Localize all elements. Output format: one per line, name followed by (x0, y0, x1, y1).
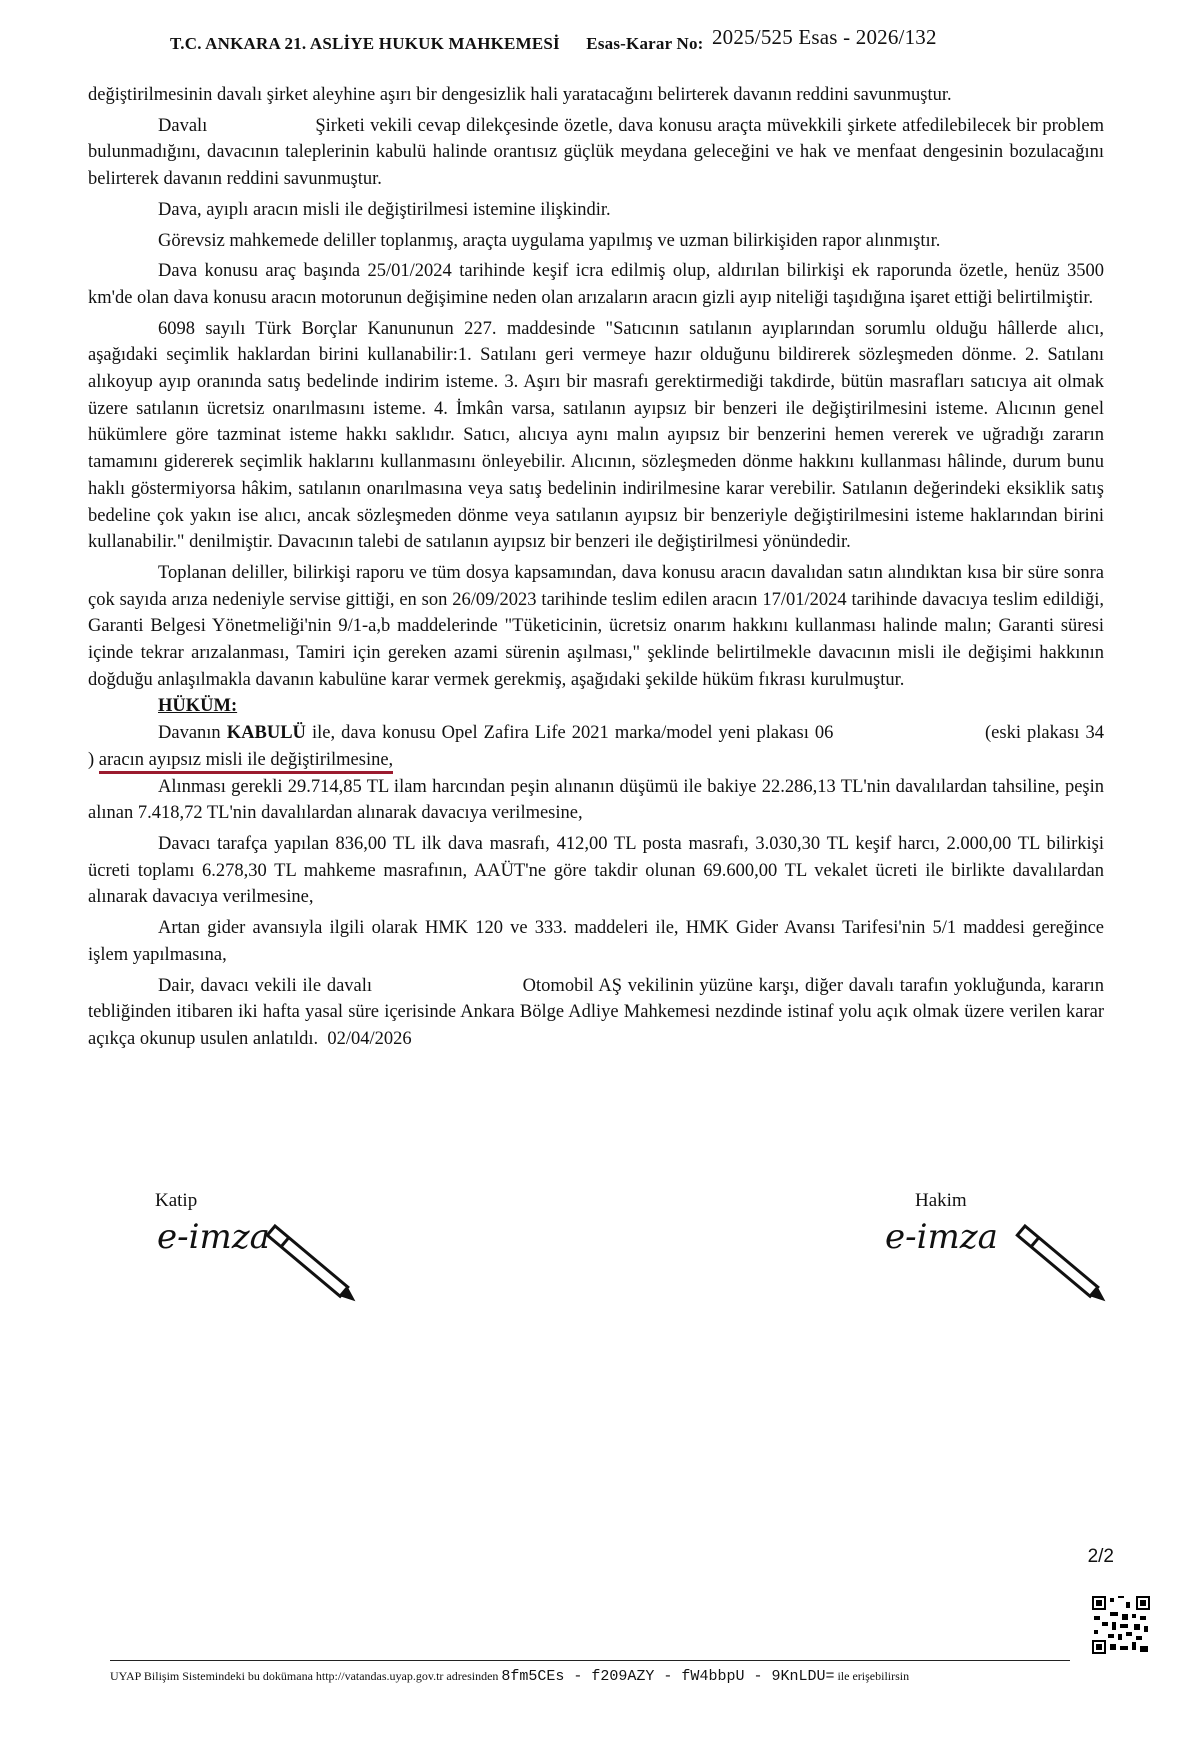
document-header (170, 25, 1070, 55)
court-name: T.C. ANKARA 21. ASLİYE HUKUK MAHKEMESİ (170, 34, 560, 53)
esas-karar-value: 2025/525 Esas - 2026/132 (711, 25, 937, 49)
verification-code: 8fm5CEs - f209AZY - fW4bbpU - 9KnLDU= (501, 1668, 835, 1685)
underlined-decision: aracın ayıpsız misli ile değiştirilmesine, (99, 750, 393, 774)
document-body (88, 82, 1165, 1053)
paragraph: 6098 sayılı Türk Borçlar Kanununun 227. maddesinde "Satıcının satılanın ayıplarından sorumlu olduğu hâllerde alıcı, aşağıdaki seçimlik haklardan birini kullanabilir:1. Satılanı geri vermeye hazır olduğunu bildirerek sözleşmeden dönme. 2. Satılanı alıkoyup ayıp oranında satış bedelinde indirim isteme. 3. Aşırı bir masrafı gerektirmediği takdirde, bütün masrafları satıcıya ait olmak üzere satılanın ücretsiz onarılmasını isteme. 4. İmkân varsa, satılanın ayıpsız bir benzeri ile değiştirilmesini isteme. Alıcının genel hükümlere göre tazminat isteme hakkı saklıdır. Satıcı, alıcıya aynı malın ayıpsız bir benzerini hemen vererek ve uğradığı zararın tamamını gidererek seçimlik haklarını kullanmasını önleyebilir. Alıcının, sözleşmeden dönme hakkını kullanması hâlinde, durum bunu haklı göstermiyorsa hâkim, satılanın onarılmasına veya satış bedelinin indirilmesine karar verebilir. Satılanın değerindeki eksiklik satış bedeline çok yakın ise alıcı, ancak sözleşmeden dönme veya satılanın ayıpsız bir benzeriyle değiştirilmesini isteme haklarından birini kullanabilir." denilmiştir. Davacının talebi de satılanın ayıpsız bir benzeri ile değiştirilmesi yönündedir. (88, 318, 1104, 553)
hukum-item-5: Dair, davacı vekili ile davalı Otomobil AŞ vekilinin yüzüne karşı, diğer davalı tarafın yokluğunda, kararın tebliğinden itibaren iki hafta yasal süre içerisinde Ankara Bölge Adliye Mahkemesi nezdinde istinaf yolu açık olmak üzere verilen karar açıkça okunup usulen anlatıldı. 02/04/2026 (88, 975, 1109, 1049)
paragraph: Toplanan deliller, bilirkişi raporu ve tüm dosya kapsamından, dava konusu aracın davalıdan satın alındıktan kısa bir süre sonra çok sayıda arıza nedeniyle servise gittiği, en son 26/09/2023 tarihinde teslim edilen aracın 17/01/2024 tarihinde davacıya teslim edildiği, Garanti Belgesi Yönetmeliği'nin 9/1-a,b maddelerinde "Tüketicinin, ücretsiz onarım hakkını kullanması halinde malın; Garanti süresi içinde tekrar arızalanması, Tamiri için gereken azami sürenin aşılması," şeklinde belirtilmekle davacının misli ile değişimi hakkının doğduğu anlaşılmakla davanın kabulüne karar vermek gerekmiş, aşağıdaki şekilde hüküm fıkrası kurulmuştur. (88, 562, 1104, 690)
katip-signature (155, 1190, 365, 1306)
hukum-item-1 (88, 720, 1165, 773)
pen-icon (885, 1216, 1125, 1306)
esas-karar-label: Esas-Karar No: (586, 34, 704, 53)
signature-text: e-imza (157, 1217, 270, 1257)
footer-prefix: UYAP Bilişim Sistemindeki bu dokümana http://vatandas.uyap.gov.tr adresinden (110, 1669, 499, 1683)
paragraph: Dava konusu araç başında 25/01/2024 tarihinde keşif icra edilmiş olup, aldırılan bilirkişi ek raporunda özetle, henüz 3500 km'de olan dava konusu aracın motorunun değişimine neden olan arızaların aracın gizli ayıp niteliği taşıdığına işaret ettiği belirtilmiştir. (88, 261, 1104, 308)
paragraph: Davalı Şirketi vekili cevap dilekçesinde özetle, dava konusu araçta müvekkili şirkete atfedilebilecek bir problem bulunmadığını, davacının taleplerinin kabulü halinde orantısız güçlük meydana geleceğini ve hak ve menfaat dengesinin bozulacağını belirterek davanın reddini savunmuştur. (88, 115, 1109, 190)
signature-text: e-imza (885, 1217, 998, 1257)
pen-icon (155, 1216, 365, 1306)
hukum-item-4: Artan gider avansıyla ilgili olarak HMK 120 ve 333. maddeleri ile, HMK Gider Avansı Tarifesi'nin 5/1 maddesi gereğince işlem yapılmasına, (88, 918, 1104, 965)
paragraph: Dava, ayıplı aracın misli ile değiştirilmesi istemine ilişkindir. (158, 199, 611, 220)
qr-code-icon[interactable] (1092, 1596, 1150, 1654)
footer-suffix: ile erişebilirsin (837, 1669, 910, 1683)
hukum-heading: HÜKÜM: (158, 696, 238, 717)
hukum-item-2: Alınması gerekli 29.714,85 TL ilam harcından peşin alınanın düşümü ile bakiye 22.286,13 TL'nin davalılardan tahsiline, peşin alınan 7.418,72 TL'nin davalılardan alınarak davacıya verilmesine, (88, 776, 1104, 824)
kabulu-bold: KABULÜ (226, 723, 306, 744)
hukum-item-1-b: ile, dava konusu Opel Zafira Life 2021 marka/model yeni plakası 06 (eski plakası 34 ) (88, 723, 1165, 770)
hakim-label: Hakim (915, 1190, 967, 1211)
paragraph: değiştirilmesinin davalı şirket aleyhine aşırı bir dengesizlik hali yaratacağını belirterek davanın reddini savunmuştur. (88, 85, 952, 105)
paragraph: Görevsiz mahkemede deliller toplanmış, araçta uygulama yapılmış ve uzman bilirkişiden rapor alınmıştır. (158, 230, 941, 251)
footer (110, 1668, 1100, 1685)
hukum-item-1-a: Davanın (158, 723, 227, 744)
hukum-item-3: Davacı tarafça yapılan 836,00 TL ilk dava masrafı, 412,00 TL posta masrafı, 3.030,30 TL keşif harcı, 2.000,00 TL bilirkişi ücreti toplamı 6.278,30 TL mahkeme masrafının, AAÜT'ne göre takdir olunan 69.600,00 TL vekalet ücreti ile birlikte davalılardan alınarak davacıya verilmesine, (88, 833, 1104, 908)
hakim-signature (885, 1190, 1125, 1306)
katip-label: Katip (155, 1190, 198, 1211)
page-number: 2/2 (1087, 1546, 1114, 1567)
footer-divider (110, 1660, 1070, 1661)
